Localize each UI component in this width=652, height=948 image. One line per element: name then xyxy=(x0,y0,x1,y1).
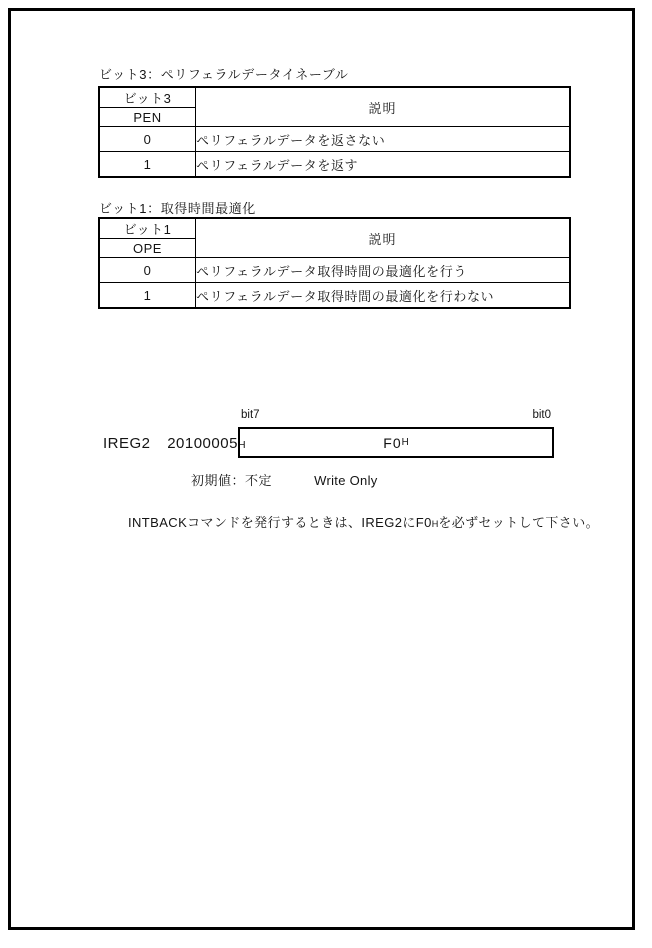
bit3-desc-header: 説明 xyxy=(196,87,571,127)
access-label: Write Only xyxy=(314,473,378,488)
bit1-table xyxy=(98,217,571,309)
bit3-desc-0: ペリフェラルデータを返さない xyxy=(196,127,571,152)
note-suffix: を必ずセットして下さい。 xyxy=(438,515,599,530)
bit3-value-1: 1 xyxy=(99,152,196,178)
bit3-table xyxy=(98,86,571,178)
initial-value-label: 初期値：不定 xyxy=(191,473,273,488)
bit7-label: bit7 xyxy=(241,409,260,421)
table-row xyxy=(99,283,570,309)
table-row xyxy=(99,258,570,283)
bit1-desc-0: ペリフェラルデータ取得時間の最適化を行う xyxy=(196,258,571,283)
hex-suffix: H xyxy=(431,519,439,529)
table-row xyxy=(99,87,570,108)
register-address-value: 20100005 xyxy=(167,435,238,452)
section-heading-bit1: ビット1：取得時間最適化 xyxy=(99,201,256,216)
table-row xyxy=(99,127,570,152)
bit1-value-0: 0 xyxy=(99,258,196,283)
bit3-header-label: ビット3 xyxy=(99,87,196,108)
section-heading-bit3: ビット3：ペリフェラルデータイネーブル xyxy=(99,67,349,82)
register-value-box xyxy=(238,427,554,458)
note-prefix: INTBACKコマンドを発行するときは、IREG2に xyxy=(128,515,416,530)
bit0-label: bit0 xyxy=(532,409,551,421)
register-address xyxy=(167,435,245,452)
bit1-desc-1: ペリフェラルデータ取得時間の最適化を行わない xyxy=(196,283,571,309)
register-value: F0 xyxy=(383,434,402,451)
register-name: IREG2 xyxy=(103,435,151,452)
bit1-desc-header: 説明 xyxy=(196,218,571,258)
note-value: F0 xyxy=(415,515,432,530)
table-row xyxy=(99,218,570,239)
bit-range-labels xyxy=(238,409,554,421)
register-meta-line xyxy=(191,470,378,489)
bit1-header-label: ビット1 xyxy=(99,218,196,239)
bit1-name-cell: OPE xyxy=(99,239,196,258)
bit1-value-1: 1 xyxy=(99,283,196,309)
hex-suffix: H xyxy=(237,439,246,451)
intback-note xyxy=(128,512,599,531)
bit3-value-0: 0 xyxy=(99,127,196,152)
page-border-frame xyxy=(8,8,635,930)
table-row xyxy=(99,152,570,178)
register-label xyxy=(103,435,246,452)
hex-suffix: H xyxy=(401,437,409,448)
bit3-name-cell: PEN xyxy=(99,108,196,127)
bit3-desc-1: ペリフェラルデータを返す xyxy=(196,152,571,178)
